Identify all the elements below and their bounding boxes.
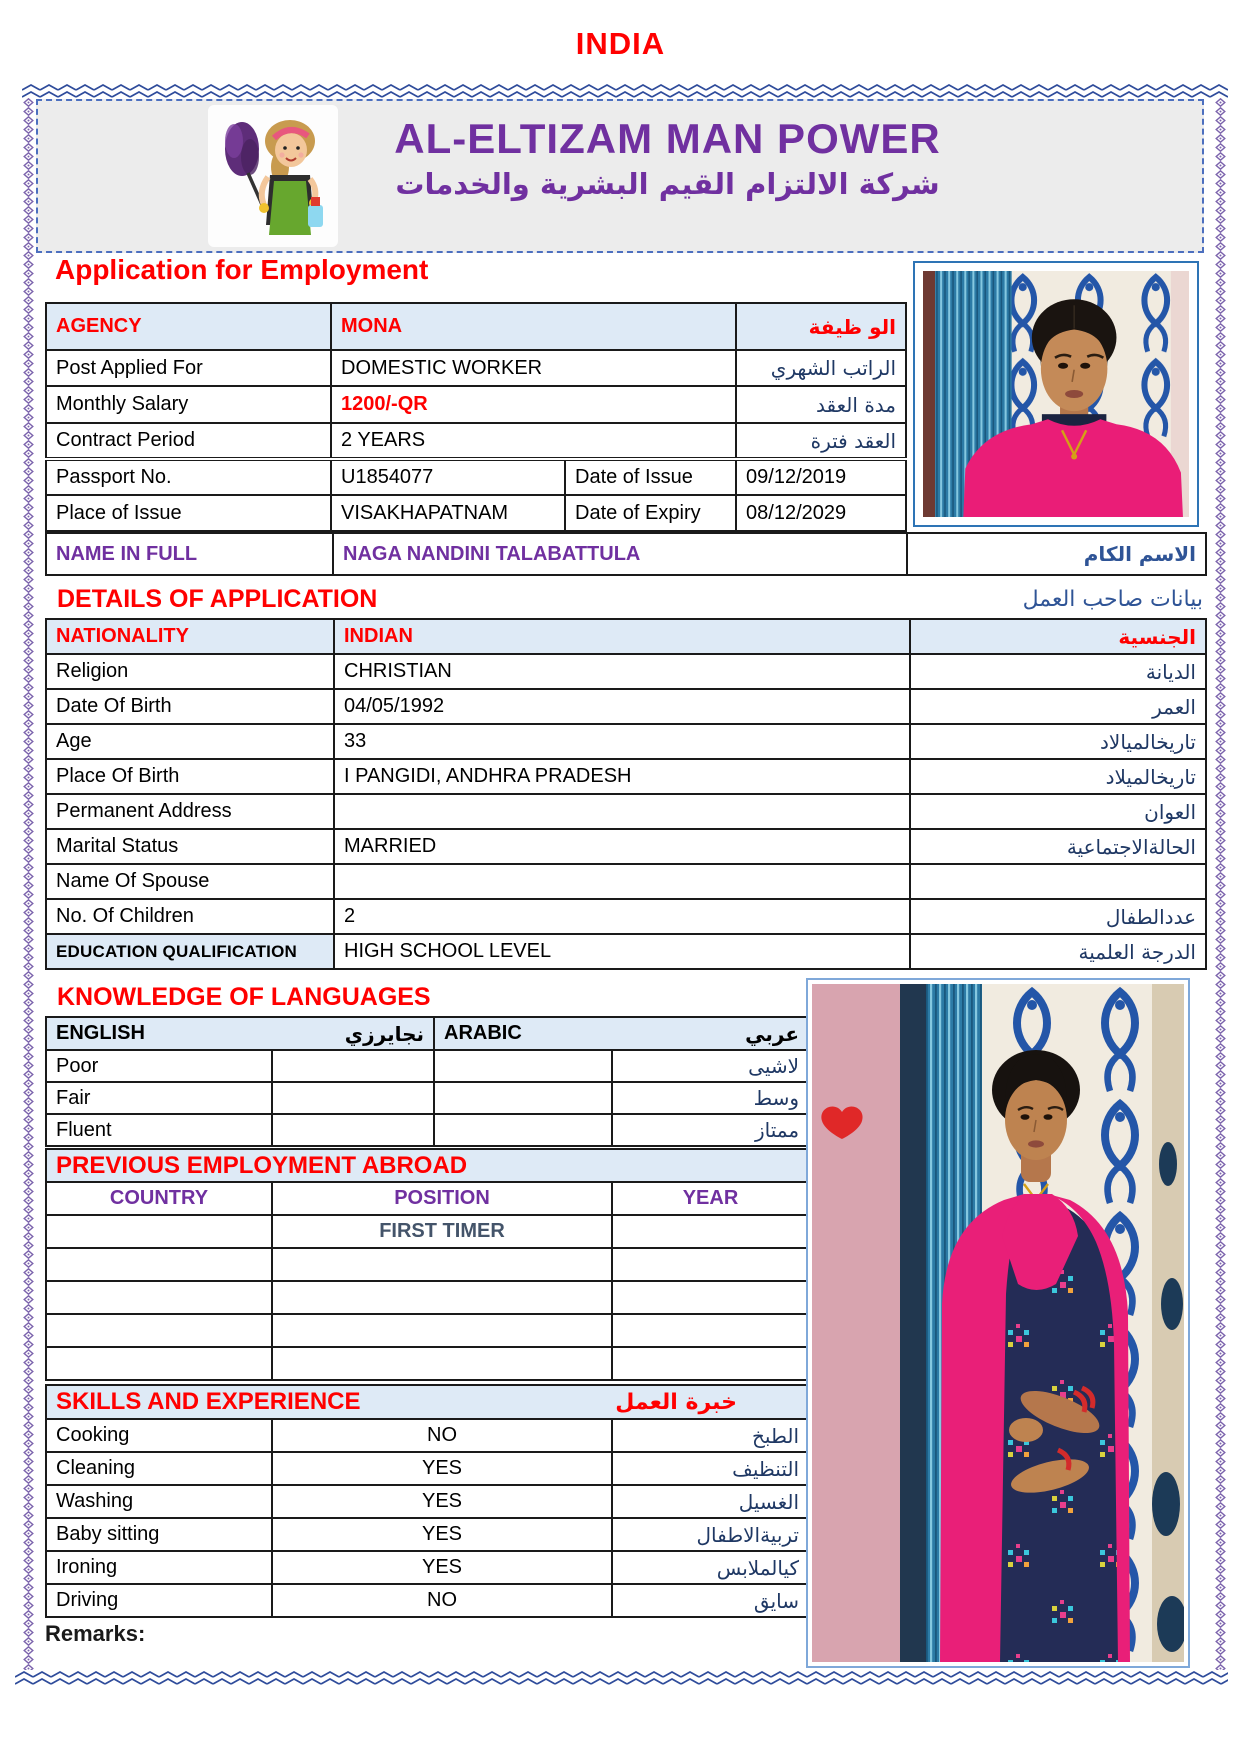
table-row <box>46 1149 809 1182</box>
headshot-image <box>923 271 1189 517</box>
left-ornament-border <box>23 98 34 1670</box>
level-poor-label-arabic: لاشيى <box>612 1050 809 1082</box>
age-label: Age <box>46 724 334 759</box>
ironing-label: Ironing <box>46 1551 272 1584</box>
nationality-label: NATIONALITY <box>46 619 334 654</box>
children-label-arabic: عددالطفال <box>910 899 1206 934</box>
languages-table <box>45 1016 810 1147</box>
pob-label: Place Of Birth <box>46 759 334 794</box>
level-poor-label: Poor <box>46 1050 272 1082</box>
table-row <box>46 1518 809 1551</box>
table-row <box>46 423 906 459</box>
applicant-standing-photo <box>806 978 1190 1668</box>
level-fluent-english-cell <box>272 1114 434 1146</box>
cleaning-label-arabic: التنظيف <box>612 1452 809 1485</box>
washing-value: YES <box>272 1485 612 1518</box>
children-label: No. Of Children <box>46 899 334 934</box>
education-value: HIGH SCHOOL LEVEL <box>334 934 910 969</box>
table-row <box>46 1452 809 1485</box>
marital-label: Marital Status <box>46 829 334 864</box>
standing-image <box>812 984 1184 1662</box>
table-row <box>46 1281 809 1314</box>
contract-value: 2 YEARS <box>331 423 736 459</box>
passport-value: U1854077 <box>331 459 565 495</box>
table-row <box>46 1017 809 1050</box>
top-zigzag-border <box>22 84 1228 99</box>
details-title: DETAILS OF APPLICATION <box>57 584 378 613</box>
cleaning-label: Cleaning <box>46 1452 272 1485</box>
name-label: NAME IN FULL <box>46 533 333 575</box>
date-of-issue-label: Date of Issue <box>565 459 736 495</box>
details-section-header <box>45 582 1205 616</box>
table-row <box>46 1314 809 1347</box>
table-row <box>46 689 1206 724</box>
post-label-arabic: الراتب الشهري <box>736 350 906 386</box>
details-title-arabic: بيانات صاحب العمل <box>1022 586 1203 612</box>
table-row <box>46 1551 809 1584</box>
prev-country-cell <box>46 1314 272 1347</box>
pob-value: I PANGIDI, ANDHRA PRADESH <box>334 759 910 794</box>
prev-country-cell <box>46 1215 272 1248</box>
address-label: Permanent Address <box>46 794 334 829</box>
company-header-box <box>36 99 1204 253</box>
table-row <box>46 724 1206 759</box>
driving-label: Driving <box>46 1584 272 1617</box>
cooking-label-arabic: الطبخ <box>612 1419 809 1452</box>
level-poor-english-cell <box>272 1050 434 1082</box>
company-name: AL-ELTIZAM MAN POWER <box>394 115 941 162</box>
date-of-issue-value: 09/12/2019 <box>736 459 906 495</box>
name-label-arabic: الاسم الكام <box>907 533 1206 575</box>
education-label-arabic: الدرجة العلمية <box>910 934 1206 969</box>
prev-year-cell <box>612 1248 809 1281</box>
details-table <box>45 618 1207 970</box>
level-fluent-label: Fluent <box>46 1114 272 1146</box>
skills-title-arabic: خبرة العمل <box>615 1389 738 1415</box>
level-fluent-label-arabic: ممتاز <box>612 1114 809 1146</box>
prev-position-cell <box>272 1347 612 1380</box>
application-section-title: Application for Employment <box>55 254 429 285</box>
agency-label-arabic: الو ظيفة <box>736 303 906 350</box>
driving-label-arabic: سايق <box>612 1584 809 1617</box>
english-header-cell <box>46 1017 434 1050</box>
table-row <box>46 1050 809 1082</box>
nationality-label-arabic: الجنسية <box>910 619 1206 654</box>
agency-label: AGENCY <box>46 303 331 350</box>
application-table <box>45 302 907 532</box>
arabic-header-cell <box>434 1017 809 1050</box>
level-fair-label: Fair <box>46 1082 272 1114</box>
previous-employment-title-cell <box>46 1149 809 1182</box>
cleaning-lady-icon <box>208 105 338 247</box>
table-row <box>46 1584 809 1617</box>
table-row <box>46 1485 809 1518</box>
dob-label-arabic: العمر <box>910 689 1206 724</box>
level-poor-arabic-cell <box>434 1050 612 1082</box>
table-row <box>46 1082 809 1114</box>
skills-title-cell <box>46 1385 809 1419</box>
agency-value: MONA <box>331 303 736 350</box>
table-row <box>46 350 906 386</box>
bottom-zigzag-border <box>15 1671 1228 1686</box>
table-row <box>46 794 1206 829</box>
english-header: ENGLISH <box>56 1022 145 1044</box>
driving-value: NO <box>272 1584 612 1617</box>
company-logo <box>208 105 338 247</box>
passport-label: Passport No. <box>46 459 331 495</box>
table-row <box>46 495 906 531</box>
level-fair-label-arabic: وسط <box>612 1082 809 1114</box>
religion-label: Religion <box>46 654 334 689</box>
place-of-issue-value: VISAKHAPATNAM <box>331 495 565 531</box>
skills-title: SKILLS AND EXPERIENCE <box>56 1388 361 1415</box>
company-name-arabic: شركة الالتزام القيم البشرية والخدمات <box>395 167 940 201</box>
prev-year-cell <box>612 1347 809 1380</box>
age-value: 33 <box>334 724 910 759</box>
salary-value: 1200/-QR <box>331 386 736 423</box>
table-row <box>46 864 1206 899</box>
remarks-label: Remarks: <box>45 1621 146 1646</box>
babysitting-value: YES <box>272 1518 612 1551</box>
table-row <box>46 303 906 350</box>
arabic-header: ARABIC <box>444 1022 522 1044</box>
spouse-label-arabic <box>910 864 1206 899</box>
post-label: Post Applied For <box>46 350 331 386</box>
skills-table <box>45 1384 810 1618</box>
religion-label-arabic: الديانة <box>910 654 1206 689</box>
prev-country-cell <box>46 1281 272 1314</box>
babysitting-label: Baby sitting <box>46 1518 272 1551</box>
prev-country-cell <box>46 1347 272 1380</box>
date-of-expiry-value: 08/12/2029 <box>736 495 906 531</box>
table-row <box>46 654 1206 689</box>
address-label-arabic: العوان <box>910 794 1206 829</box>
post-value: DOMESTIC WORKER <box>331 350 736 386</box>
babysitting-label-arabic: تربيةالاطفال <box>612 1518 809 1551</box>
level-fluent-arabic-cell <box>434 1114 612 1146</box>
marital-label-arabic: الحالةالاجتماعية <box>910 829 1206 864</box>
prev-position-cell: FIRST TIMER <box>272 1215 612 1248</box>
table-row <box>46 386 906 423</box>
table-row <box>46 1182 809 1215</box>
salary-label-arabic: مدة العقد <box>736 386 906 423</box>
right-ornament-border <box>1215 98 1226 1670</box>
table-row <box>46 533 1206 575</box>
table-row <box>46 1419 809 1452</box>
prev-position-cell <box>272 1314 612 1347</box>
date-of-expiry-label: Date of Expiry <box>565 495 736 531</box>
spouse-value <box>334 864 910 899</box>
table-row <box>46 899 1206 934</box>
marital-value: MARRIED <box>334 829 910 864</box>
cooking-value: NO <box>272 1419 612 1452</box>
dob-label: Date Of Birth <box>46 689 334 724</box>
languages-section-title: KNOWLEDGE OF LANGUAGES <box>57 983 431 1011</box>
nationality-value: INDIAN <box>334 619 910 654</box>
country-column-header: COUNTRY <box>46 1182 272 1215</box>
dob-value: 04/05/1992 <box>334 689 910 724</box>
salary-label: Monthly Salary <box>46 386 331 423</box>
prev-year-cell <box>612 1314 809 1347</box>
table-row <box>46 759 1206 794</box>
table-row <box>46 934 1206 969</box>
table-row <box>46 1248 809 1281</box>
address-value <box>334 794 910 829</box>
table-row <box>46 619 1206 654</box>
ironing-label-arabic: كيالملابس <box>612 1551 809 1584</box>
prev-year-cell <box>612 1281 809 1314</box>
religion-value: CHRISTIAN <box>334 654 910 689</box>
arabic-header-arabic: عربي <box>745 1021 800 1046</box>
prev-year-cell <box>612 1215 809 1248</box>
contract-label: Contract Period <box>46 423 331 459</box>
level-fair-arabic-cell <box>434 1082 612 1114</box>
age-label-arabic: تاريخالميالاد <box>910 724 1206 759</box>
contract-label-arabic: العقد فترة <box>736 423 906 459</box>
pob-label-arabic: تاريخالميلاد <box>910 759 1206 794</box>
applicant-headshot-photo <box>913 261 1199 527</box>
name-row-table <box>45 532 1207 576</box>
level-fair-english-cell <box>272 1082 434 1114</box>
ironing-value: YES <box>272 1551 612 1584</box>
name-value: NAGA NANDINI TALABATTULA <box>333 533 907 575</box>
prev-position-cell <box>272 1281 612 1314</box>
cleaning-value: YES <box>272 1452 612 1485</box>
table-row <box>46 1385 809 1419</box>
table-row <box>46 1347 809 1380</box>
table-row <box>46 1114 809 1146</box>
table-row <box>46 1215 809 1248</box>
cooking-label: Cooking <box>46 1419 272 1452</box>
country-title: INDIA <box>575 26 666 61</box>
position-column-header: POSITION <box>272 1182 612 1215</box>
children-value: 2 <box>334 899 910 934</box>
table-row <box>46 459 906 495</box>
education-label: EDUCATION QUALIFICATION <box>46 934 334 969</box>
english-header-arabic: نجايرزي <box>344 1021 425 1046</box>
previous-employment-title: PREVIOUS EMPLOYMENT ABROAD <box>56 1151 468 1179</box>
previous-employment-table <box>45 1148 810 1381</box>
table-row <box>46 829 1206 864</box>
place-of-issue-label: Place of Issue <box>46 495 331 531</box>
washing-label: Washing <box>46 1485 272 1518</box>
prev-position-cell <box>272 1248 612 1281</box>
washing-label-arabic: الغسيل <box>612 1485 809 1518</box>
spouse-label: Name Of Spouse <box>46 864 334 899</box>
prev-country-cell <box>46 1248 272 1281</box>
year-column-header: YEAR <box>612 1182 809 1215</box>
